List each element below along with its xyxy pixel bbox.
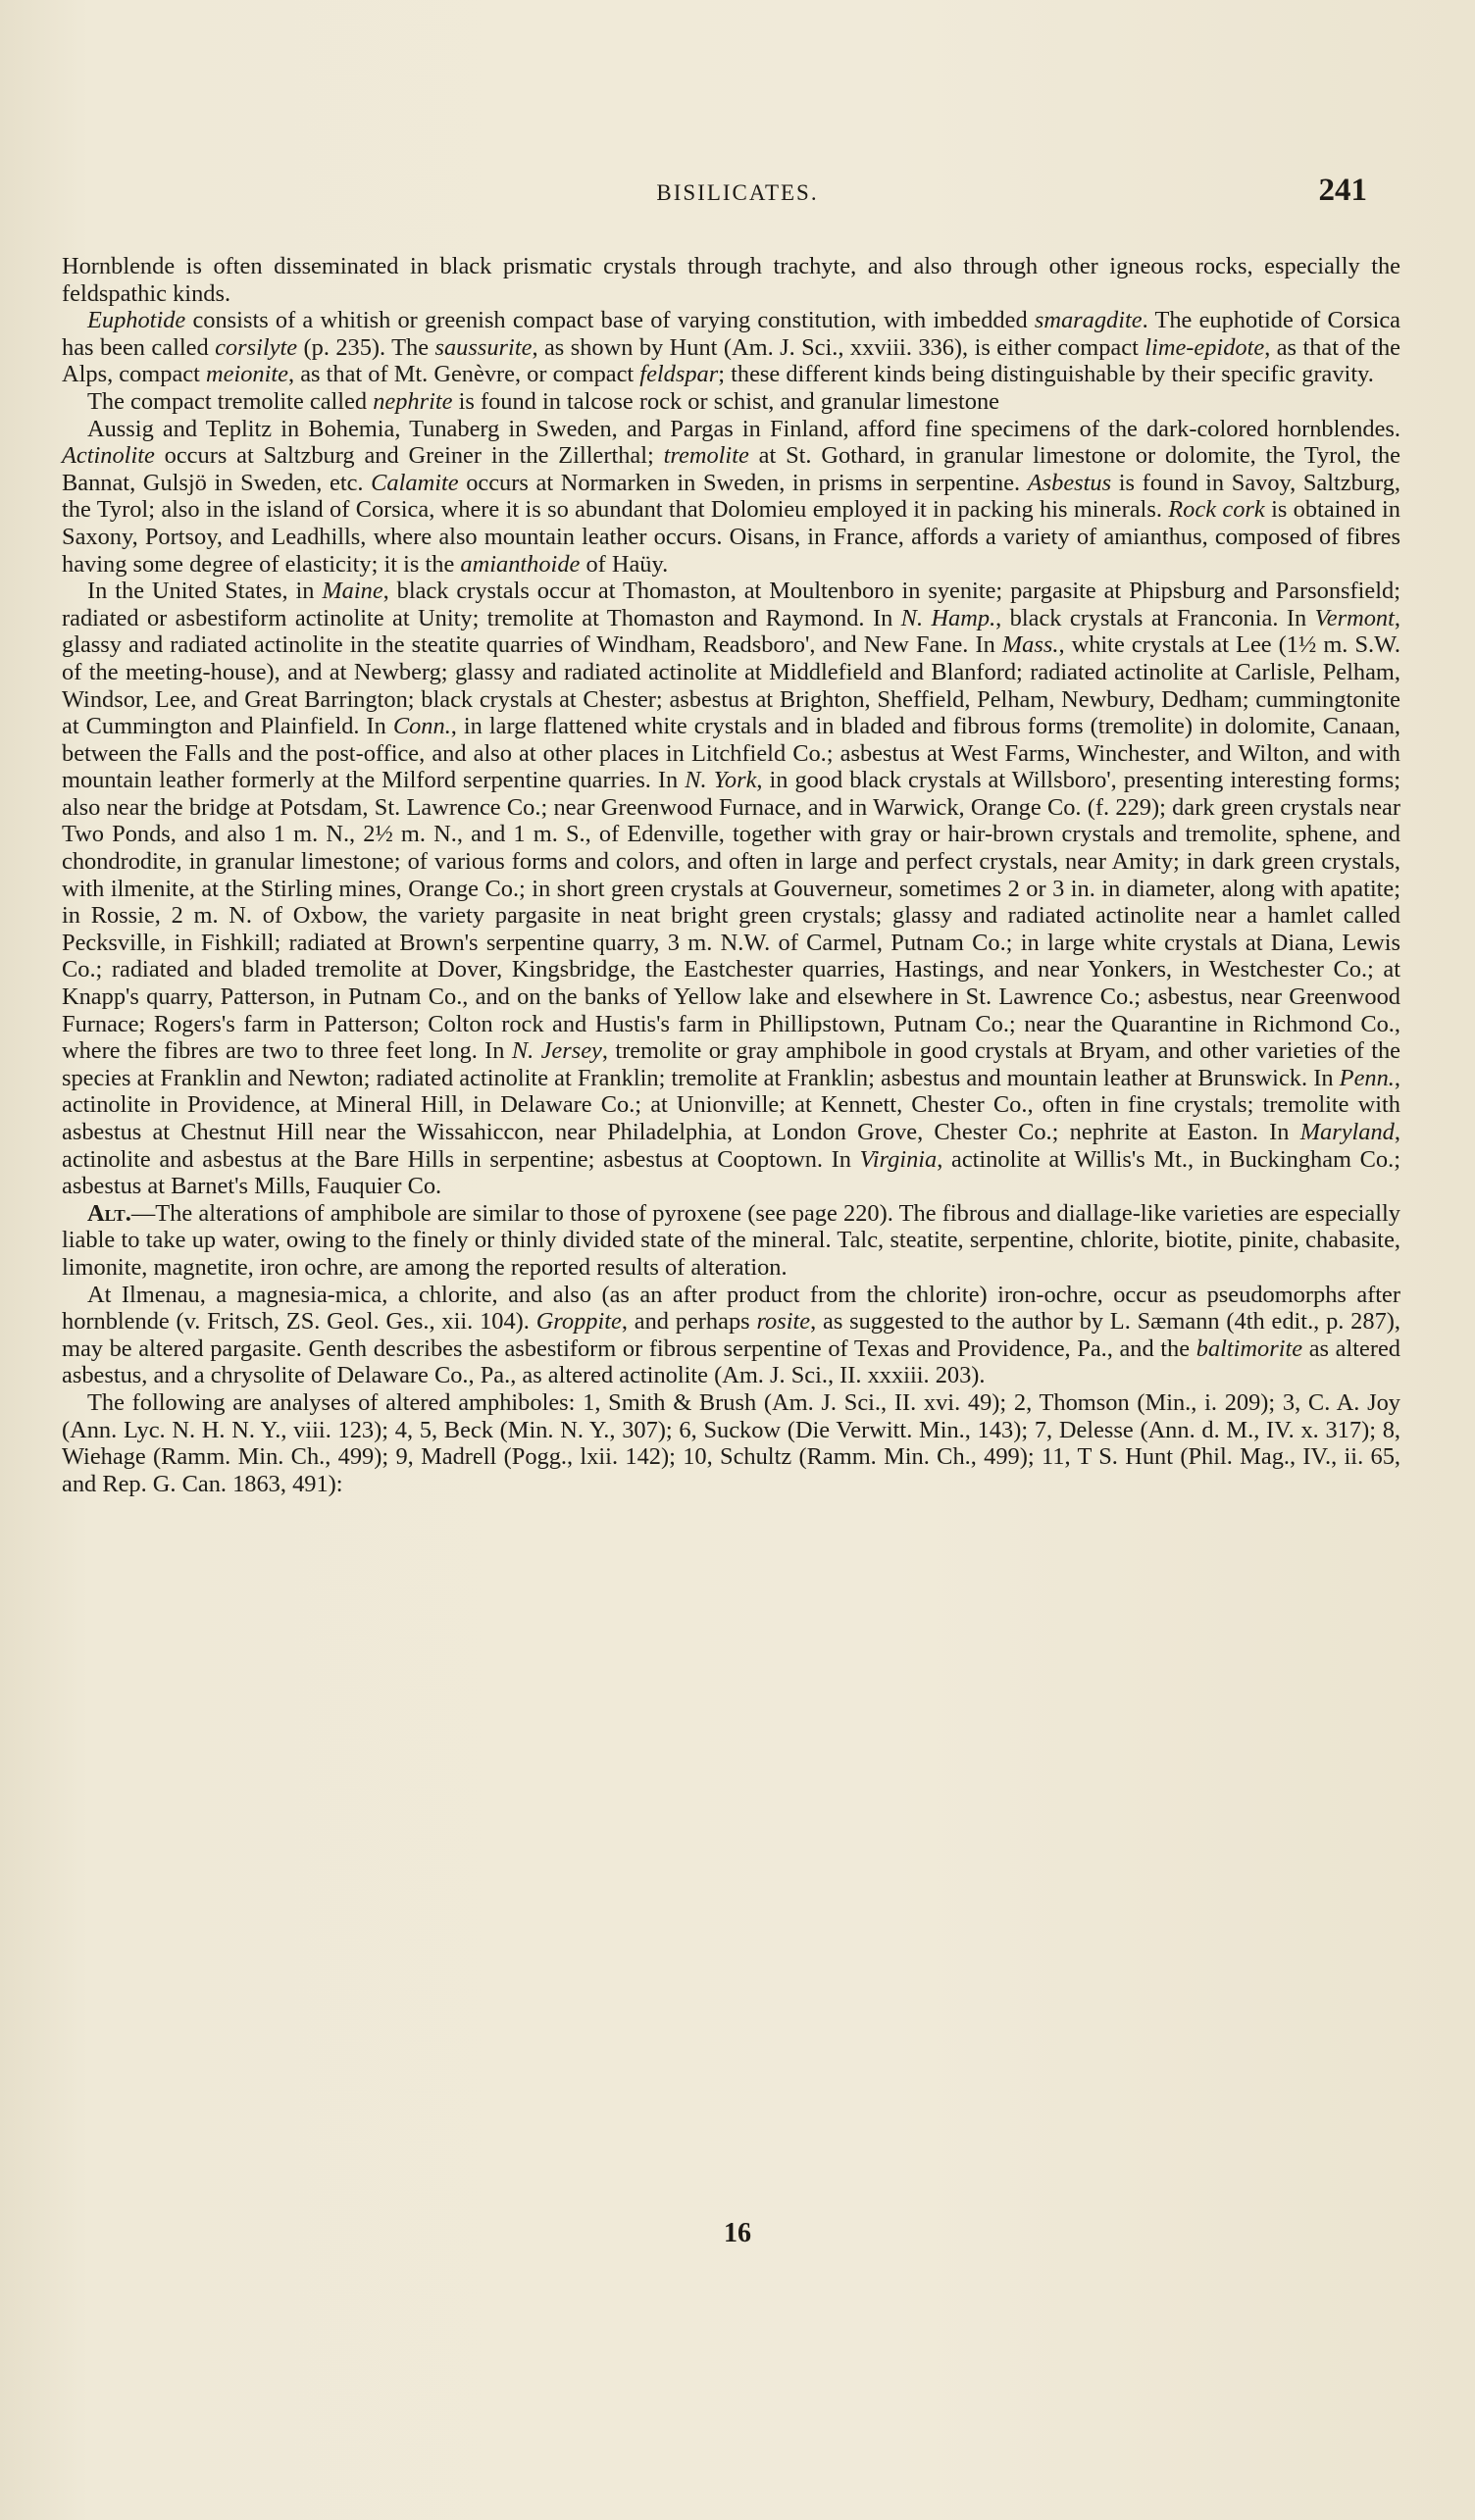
text-run: , as shown by Hunt (Am. J. Sci., xxviii. 336), is either compact (532, 333, 1145, 361)
italic-term: Vermont (1314, 604, 1395, 631)
text-run: , black crystals occur at Thomaston, at Moultenboro in syenite; pargasite at Phipsburg and Parsonsfield; radiated or asbestiform actinolite at Unity; tremolite at Thomaston and Raymond. In (62, 578, 1400, 631)
italic-term: Rock cork (1168, 496, 1265, 524)
text-run: . The euphotide of Corsica has been called (62, 307, 1400, 361)
text-run: , as suggested to the author by L. Sæmann (4th edit., p. 287), may be altered pargasite. Genth describes the asbestiform or fibrous serpentine of Texas and Providence, Pa., and the (62, 1308, 1400, 1362)
text-run: Hornblende is often disseminated in black prismatic crystals through trachyte, and also through other igneous rocks, especially the feldspathic kinds. (62, 253, 1400, 307)
text-run: , as that of Mt. Genèvre, or compact (288, 361, 640, 388)
text-run: , tremolite or gray amphibole in good crystals at Bryam, and other varieties of the species at Franklin and Newton; radiated actinolite at Franklin; tremolite at Franklin; asbestus and mountain leather at Brunswick. In (62, 1037, 1400, 1091)
text-run: At Ilmenau, a magnesia-mica, a chlorite, and also (as an after product from the chlorite) iron-ochre, occur as pseudomorphs after hornblende (v. Fritsch, ZS. Geol. Ges., xii. 104). (62, 1281, 1400, 1336)
italic-term: meionite (206, 361, 288, 388)
body-text (62, 253, 1400, 1497)
text-run: , actinolite and asbestus at the Bare Hills in serpentine; asbestus at Cooptown. In (62, 1119, 1400, 1173)
text-run: is obtained in Saxony, Portsoy, and Leadhills, where also mountain leather occurs. Oisans, in France, affords a variety of amianthus, composed of fibres having some degree of elasticity; it is the (62, 496, 1400, 578)
italic-term: Penn. (1339, 1064, 1395, 1091)
italic-term: N. Jersey (511, 1037, 602, 1065)
italic-term: amianthoide (460, 550, 581, 578)
text-run: occurs at Normarken in Sweden, in prisms in serpentine. (458, 469, 1028, 496)
italic-term: tremolite (663, 442, 749, 470)
text-run: ; these different kinds being distinguishable by their specific gravity. (718, 361, 1374, 388)
text-run: The following are analyses of altered amphiboles: 1, Smith & Brush (Am. J. Sci., II. xvi. 49); 2, Thomson (Min., i. 209); 3, C. A. Joy (Ann. Lyc. N. H. N. Y., viii. 123); 4, 5, Beck (Min. N. Y., 307); 6, Suckow (Die Verwitt. Min., 143); 7, Delesse (Ann. d. M., IV. x. 317); 8, Wiehage (Ramm. Min. Ch., 499); 9, Madrell (Pogg., lxii. 142); 10, Schultz (Ramm. Min. Ch., 499); 11, T S. Hunt (Phil. Mag., IV., ii. 65, and Rep. G. Can. 1863, 491): (62, 1388, 1400, 1497)
italic-term: Groppite (535, 1308, 622, 1336)
text-run: at St. Gothard, in granular limestone or dolomite, the Tyrol, the Bannat, Gulsjö in Sweden, etc. (62, 442, 1401, 496)
italic-term: feldspar (639, 361, 719, 388)
italic-term: Conn. (392, 713, 451, 740)
text-run: , black crystals at Franconia. In (995, 604, 1315, 631)
italic-term: Maine (322, 578, 383, 605)
text-run: , glassy and radiated actinolite in the steatite quarries of Windham, Readsboro', and New Fane. In (62, 604, 1400, 659)
paragraph-analyses (62, 1389, 1400, 1497)
italic-term: N. York (685, 767, 757, 794)
italic-term: baltimorite (1195, 1335, 1303, 1362)
paragraph-nephrite (62, 388, 1400, 416)
italic-term: corsilyte (215, 333, 298, 361)
text-run: Aussig and Teplitz in Bohemia, Tunaberg in Sweden, and Pargas in Finland, afford fine specimens of the dark-colored hornblendes. (87, 415, 1400, 442)
italic-term: Virginia (859, 1145, 938, 1173)
italic-term: lime-epidote (1144, 333, 1265, 361)
italic-term: saussurite (434, 333, 533, 361)
paragraph-euphotide (62, 307, 1400, 388)
paragraph-alteration (62, 1200, 1400, 1282)
text-run: , and perhaps (621, 1308, 757, 1336)
italic-term: Mass. (1001, 631, 1059, 659)
italic-term: Asbestus (1027, 469, 1112, 496)
text-run: —The alterations of amphibole are similar to those of pyroxene (see page 220). The fibrous and diallage-like varieties are especially liable to take up water, owing to the finely or thinly divided state of the mineral. Talc, steatite, serpentine, chlorite, biotite, pinite, chabasite, limonite, magnetite, iron ochre, are among the reported results of alteration. (62, 1199, 1400, 1281)
text-run: occurs at Saltzburg and Greiner in the Zillerthal; (154, 442, 664, 470)
text-run: In the United States, in (87, 578, 323, 605)
paragraph-localities-europe (62, 416, 1400, 579)
text-run: as altered asbestus, and a chrysolite of Delaware Co., Pa., as altered actinolite (Am. J. Sci., II. xxxiii. 203). (62, 1335, 1400, 1389)
italic-term: Calamite (371, 469, 459, 496)
text-run: , actinolite in Providence, at Mineral Hill, in Delaware Co.; at Unionville; at Kennett, Chester Co., often in fine crystals; tremolite with asbestus at Chestnut Hill near the Wissahiccon, near Philadelphia, at London Grove, Chester Co.; nephrite at Easton. In (62, 1064, 1400, 1145)
text-run: , in large flattened white crystals and in bladed and fibrous forms (tremolite) in dolomite, Canaan, between the Falls and the post-office, and also at other places in Litchfield Co.; asbestus at West Farms, Winchester, and Wilton, and with mountain leather formerly at the Milford serpentine quarries. In (62, 713, 1400, 794)
page-header (0, 173, 1475, 216)
paragraph-ilmenau (62, 1282, 1400, 1389)
section-lead: Alt. (87, 1199, 131, 1227)
text-run: The compact tremolite called (87, 387, 374, 415)
text-run: is found in Savoy, Saltzburg, the Tyrol; also in the island of Corsica, where it is so abundant that Dolomieu employed it in packing his minerals. (62, 469, 1400, 524)
italic-term: N. Hamp. (900, 604, 996, 631)
text-run: , in good black crystals at Willsboro', presenting interesting forms; also near the bridge at Potsdam, St. Lawrence Co.; near Greenwood Furnace, and in Warwick, Orange Co. (f. 229); dark green crystals near Two Ponds, and also 1 m. N., 2½ m. N., and 1 m. S., of Edenville, together with gray or hair-brown crystals and tremolite, sphene, and chondrodite, in granular limestone; of various forms and colors, and often in large and perfect crystals, near Amity; in dark green crystals, with ilmenite, at the Stirling mines, Orange Co.; in short green crystals at Gouverneur, sometimes 2 or 3 in. in diameter, along with apatite; in Rossie, 2 m. N. of Oxbow, the variety pargasite in neat bright green crystals; glassy and radiated actinolite near a hamlet called Pecksville, in Fishkill; radiated at Brown's serpentine quarry, 3 m. N.W. of Carmel, Putnam Co.; in large white crystals at Diana, Lewis Co.; radiated and bladed tremolite at Dover, Kingsbridge, the Eastchester quarries, Hastings, and near Yonkers, in Westchester Co.; at Knapp's quarry, Patterson, in Putnam Co., and on the banks of Yellow lake and elsewhere in St. Lawrence Co.; asbestus, near Greenwood Furnace; Rogers's farm in Patterson; Colton rock and Hustis's farm in Phillipstown, Putnam Co.; near the Quarantine in Richmond Co., where the fibres are two to three feet long. In (62, 767, 1400, 1065)
italic-term: nephrite (373, 387, 453, 415)
signature-mark: 16 (724, 2218, 751, 2248)
italic-term: smaragdite (1034, 307, 1143, 334)
running-title: BISILICATES. (656, 180, 819, 205)
paragraph-hornblende (62, 253, 1400, 307)
italic-term: Actinolite (62, 442, 155, 470)
italic-term: rosite (756, 1308, 811, 1336)
page-number: 241 (1318, 173, 1367, 208)
italic-term: Maryland (1299, 1119, 1395, 1145)
text-run: , as that of the Alps, compact (62, 333, 1401, 388)
text-run: (p. 235). The (297, 333, 435, 361)
text-run: consists of a whitish or greenish compact base of varying constitution, with imbedded (185, 307, 1035, 334)
text-run: , actinolite at Willis's Mt., in Buckingham Co.; asbestus at Barnet's Mills, Fauquier Co. (62, 1145, 1400, 1200)
text-run: , white crystals at Lee (1½ m. S.W. of the meeting-house), and at Newberg; glassy and radiated actinolite at Middlefield and Blanford; radiated actinolite at Carlisle, Pelham, Windsor, Lee, and Great Barrington; black crystals at Chester; asbestus at Brighton, Sheffield, Pelham, Newbury, Dedham; cummingtonite at Cummington and Plainfield. In (62, 631, 1400, 740)
italic-term: Euphotide (87, 307, 186, 334)
text-run: is found in talcose rock or schist, and granular limestone (452, 387, 999, 415)
paragraph-united-states (62, 578, 1400, 1200)
text-run: of Haüy. (580, 550, 669, 578)
